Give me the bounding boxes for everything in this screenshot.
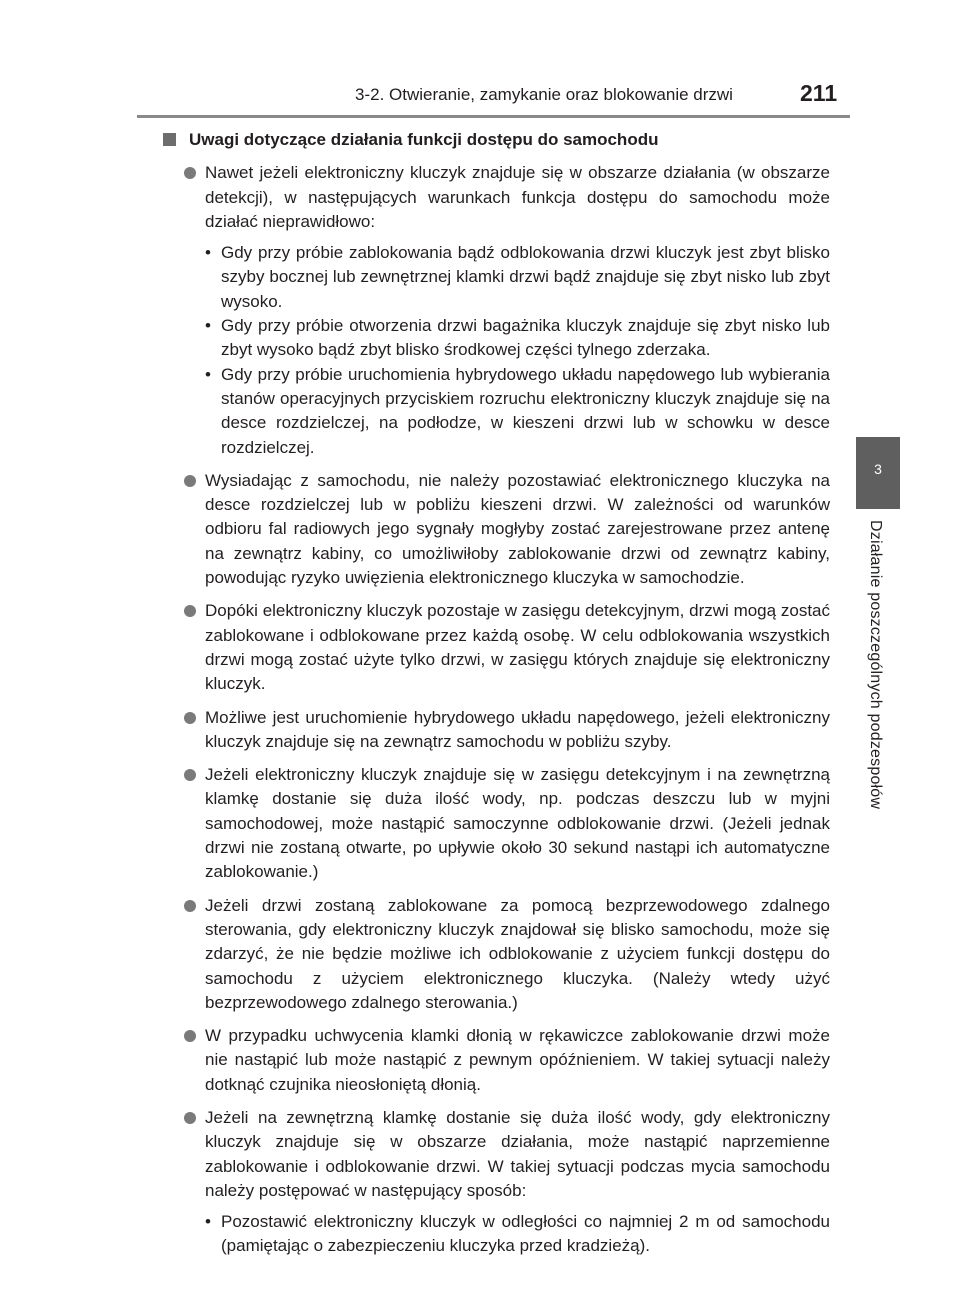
header-title: 3-2. Otwieranie, zamykanie oraz blokowanie drzwi	[355, 85, 733, 104]
subitem-list	[205, 241, 830, 460]
bullet-item	[163, 894, 830, 1015]
chapter-label: Działanie poszczególnych podzespołów	[867, 520, 884, 810]
bullet-text: Dopóki elektroniczny kluczyk pozostaje w zasięgu detekcyjnym, drzwi mogą zostać zablokowane i odblokowane przez każdą osobę. W celu odblokowania wszystkich drzwi mogą zostać użyte tylko drzwi, w zasięgu których znajduje się elektroniczny kluczyk.	[205, 601, 830, 694]
bullet-text: Możliwe jest uruchomienie hybrydowego układu napędowego, jeżeli elektroniczny kluczyk znajduje się na zewnątrz samochodu w pobliżu szyby.	[205, 707, 830, 751]
dot-bullet-icon: •	[205, 243, 211, 263]
bullet-list	[163, 161, 830, 1258]
subitem-text: Pozostawić elektroniczny kluczyk w odległości co najmniej 2 m od samochodu (pamiętając o zabezpieczeniu kluczyka przed kradzieżą).	[221, 1212, 830, 1256]
subitem	[205, 1210, 830, 1259]
subitem	[205, 363, 830, 460]
circle-bullet-icon	[184, 769, 196, 781]
circle-bullet-icon	[184, 900, 196, 912]
dot-bullet-icon: •	[205, 364, 211, 384]
bullet-item	[163, 599, 830, 696]
subitem-text: Gdy przy próbie uruchomienia hybrydowego układu napędowego lub wybierania stanów operacyjnych przyciskiem rozruchu elektroniczny kluczyk znajduje się na desce rozdzielczej, na podłodze, w kieszeni drzwi lub w schowku w desce rozdzielczej.	[221, 364, 830, 457]
bullet-text: Jeżeli drzwi zostaną zablokowane za pomocą bezprzewodowego zdalnego sterowania, gdy elektroniczny kluczyk znajdował się blisko samochodu, może się zdarzyć, że nie będzie możliwe ich odblokowanie z użyciem funkcji dostępu do samochodu z użyciem elektronicznego kluczyka. (Należy wtedy użyć bezprzewodowego zdalnego sterowania.)	[205, 895, 830, 1012]
bullet-item	[163, 763, 830, 884]
section-heading-text: Uwagi dotyczące działania funkcji dostępu do samochodu	[189, 130, 659, 149]
bullet-item	[163, 469, 830, 590]
circle-bullet-icon	[184, 167, 196, 179]
main-content	[163, 128, 830, 1259]
bullet-item	[163, 161, 830, 460]
header-rule	[137, 115, 850, 118]
square-bullet-icon	[163, 133, 176, 146]
circle-bullet-icon	[184, 475, 196, 487]
page-number: 211	[800, 80, 838, 106]
subitem	[205, 241, 830, 314]
bullet-text: Jeżeli elektroniczny kluczyk znajduje się w zasięgu detekcyjnym i na zewnętrzną klamkę dostanie się duża ilość wody, np. podczas deszczu lub w myjni samochodowej, może nastąpić samoczynne odblokowanie drzwi. (Jeżeli jednak drzwi nie zostaną otwarte, po upływie około 30 sekund nastąpi ich automatyczne zablokowanie.)	[205, 765, 830, 882]
dot-bullet-icon: •	[205, 316, 211, 336]
bullet-item	[163, 706, 830, 755]
bullet-text: Wysiadając z samochodu, nie należy pozostawiać elektronicznego kluczyka na desce rozdzielczej lub w pobliżu kieszeni drzwi. W zależności od warunków odbioru fal radiowych jego sygnały mogłyby zostać zarejestrowane przez antenę na zewnątrz kabiny, co umożliwiłoby zablokowanie drzwi od zewnątrz kabiny, powodując ryzyko uwięzienia elektronicznego kluczyka w samochodzie.	[205, 470, 830, 588]
bullet-text: Nawet jeżeli elektroniczny kluczyk znajduje się w obszarze działania (w obszarze detekcji), w następujących warunkach funkcja dostępu do samochodu może działać nieprawidłowo:	[205, 163, 830, 231]
bullet-text: Jeżeli na zewnętrzną klamkę dostanie się duża ilość wody, gdy elektroniczny kluczyk znajduje się w obszarze działania, może nastąpić naprzemienne zablokowanie i odblokowanie drzwi. W takiej sytuacji podczas mycia samochodu należy postępować w następujący sposób:	[205, 1107, 830, 1200]
chapter-tab	[856, 437, 900, 509]
circle-bullet-icon	[184, 1112, 196, 1124]
subitem-text: Gdy przy próbie otworzenia drzwi bagażnika kluczyk znajduje się zbyt nisko lub zbyt wysoko bądź zbyt blisko środkowej części tylnego zderzaka.	[221, 316, 830, 360]
subitem-list	[205, 1210, 830, 1259]
bullet-item	[163, 1106, 830, 1259]
circle-bullet-icon	[184, 1030, 196, 1042]
circle-bullet-icon	[184, 712, 196, 724]
bullet-item	[163, 1024, 830, 1097]
circle-bullet-icon	[184, 605, 196, 617]
bullet-text: W przypadku uchwycenia klamki dłonią w rękawiczce zablokowanie drzwi może nie nastąpić lub może nastąpić z pewnym opóźnieniem. W takiej sytuacji należy dotknąć czujnika nieosłoniętą dłonią.	[205, 1026, 830, 1094]
subitem	[205, 314, 830, 363]
dot-bullet-icon: •	[205, 1212, 211, 1232]
chapter-number: 3	[874, 461, 882, 477]
section-heading	[163, 128, 830, 152]
subitem-text: Gdy przy próbie zablokowania bądź odblokowania drzwi kluczyk jest zbyt blisko szyby bocznej lub zewnętrznej klamki drzwi bądź znajduje się zbyt nisko lub zbyt wysoko.	[221, 243, 830, 311]
